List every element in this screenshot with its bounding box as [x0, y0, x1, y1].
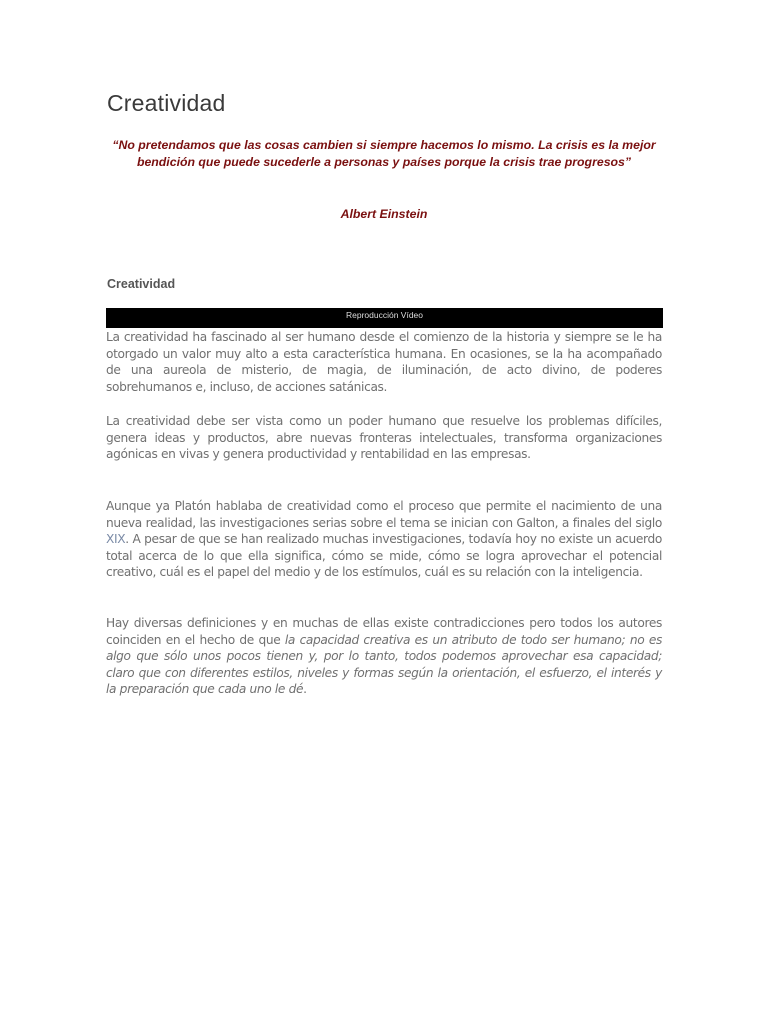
paragraph-3-text-b: . A pesar de que se han realizado muchas investigaciones, todavía hoy no existe un acuerdo total acerca de lo que ella significa, cómo se mide, cómo se logra aprovechar el potencial creativo, cuál es el papel del medio y de los estímulos, cuál es su relación con la inteligencia. [106, 532, 662, 580]
paragraph-4-text-b: . [303, 682, 307, 697]
quote-author: Albert Einstein [340, 207, 428, 221]
page-title: Creatividad [107, 90, 226, 116]
paragraph-4-italic: la capacidad creativa es un atributo de todo ser humano; no es algo que sólo unos pocos tienen y, por lo tanto, todos podemos aprovechar esa capacidad; claro que con diferentes estilos, niveles y formas según la orientación, el esfuerzo, el interés y la preparación que cada uno le dé [106, 632, 662, 697]
century-highlight: XIX [106, 532, 126, 547]
paragraph-1: La creatividad ha fascinado al ser humano desde el comienzo de la historia y siempre se le ha otorgado un valor muy alto a esta característica humana. En ocasiones, se la ha acompañado de una aureola de misterio, de magia, de iluminación, de acto divino, de poderes sobrehumanos e, incluso, de acciones satánicas. [106, 330, 662, 394]
paragraph-3 [106, 498, 662, 581]
video-label: Reproducción Vídeo [345, 310, 424, 320]
video-playback-bar[interactable] [106, 308, 663, 328]
section-heading: Creatividad [107, 277, 176, 291]
paragraph-4-text-a: Hay diversas definiciones y en muchas de ellas existe contradicciones pero todos los autores coinciden en el hecho de que [106, 616, 662, 647]
paragraph-2: La creatividad debe ser vista como un poder humano que resuelve los problemas difíciles, genera ideas y productos, abre nuevas fronteras intelectuales, transforma organizaciones agónicas en vivas y genera productividad y rentabilidad en las empresas. [106, 414, 662, 462]
paragraph-4 [106, 615, 662, 698]
epigraph-quote: “No pretendamos que las cosas cambien si siempre hacemos lo mismo. La crisis es la mejor bendición que puede sucederle a personas y países porque la crisis trae progresos” [112, 138, 656, 169]
paragraph-3-text-a: Aunque ya Platón hablaba de creatividad como el proceso que permite el nacimiento de una nueva realidad, las investigaciones serias sobre el tema se inician con Galton, a finales del siglo [106, 499, 662, 530]
